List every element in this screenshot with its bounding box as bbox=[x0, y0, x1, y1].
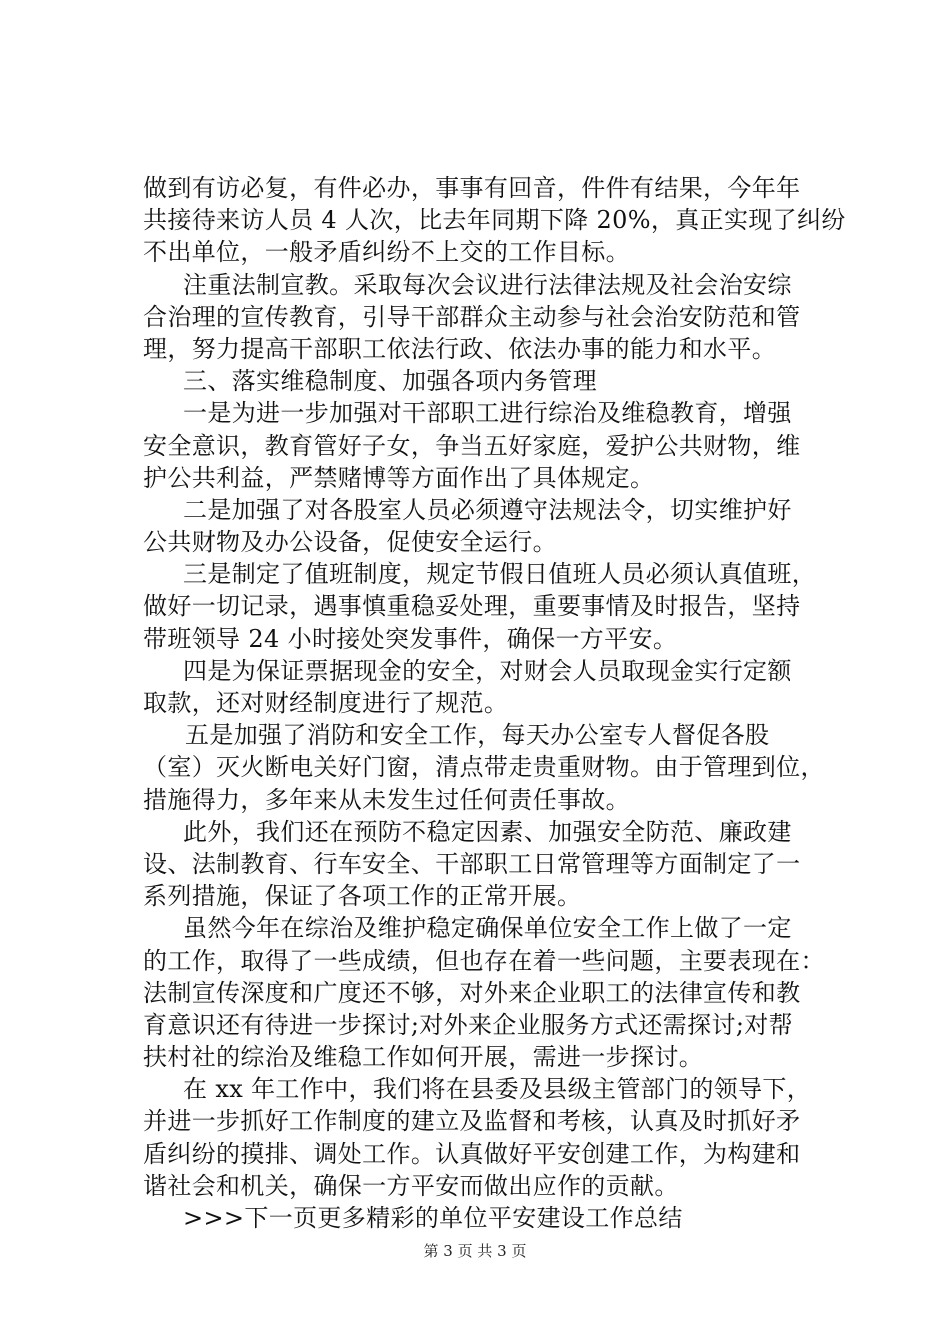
paragraph-start-line: 一是为进一步加强对干部职工进行综治及维稳教育，增强 bbox=[183, 399, 792, 428]
text-line: 扶村社的综治及维稳工作如何开展，需进一步探讨。 bbox=[143, 1043, 704, 1072]
text-line: 合治理的宣传教育，引导干部群众主动参与社会治安防范和管 bbox=[143, 302, 801, 331]
text-line: 公共财物及办公设备，促使安全运行。 bbox=[143, 528, 557, 557]
document-body bbox=[143, 172, 846, 1234]
text-line: 的工作，取得了一些成绩，但也存在着一些问题，主要表现在： bbox=[143, 946, 825, 975]
text-line: 盾纠纷的摸排、调处工作。认真做好平安创建工作，为构建和 bbox=[143, 1139, 801, 1168]
text-line: 取款，还对财经制度进行了规范。 bbox=[143, 689, 509, 717]
text-line: 做到有访必复，有件必办，事事有回音，件件有结果，今年年 bbox=[143, 174, 801, 202]
page-footer: 第 3 页 共 3 页 bbox=[423, 1242, 527, 1260]
text-line: 共接待来访人员 4 人次，比去年同期下降 20%，真正实现了纠纷 bbox=[143, 206, 846, 235]
paragraph-start-line: 二是加强了对各股室人员必须遵守法规法令，切实维护好 bbox=[183, 495, 792, 524]
paragraph-start-line: 四是为保证票据现金的安全，对财会人员取现金实行定额 bbox=[183, 656, 792, 685]
paragraph-start-line: 虽然今年在综治及维护稳定确保单位安全工作上做了一定 bbox=[183, 914, 792, 943]
paragraph-start-line: 注重法制宣教。采取每次会议进行法律法规及社会治安综 bbox=[183, 270, 792, 299]
paragraph-start-line: 此外，我们还在预防不稳定因素、加强安全防范、廉政建 bbox=[183, 817, 792, 846]
text-line: 措施得力，多年来从未发生过任何责任事故。 bbox=[143, 785, 630, 814]
text-line: 设、法制教育、行车安全、干部职工日常管理等方面制定了一 bbox=[143, 849, 801, 878]
paragraph-start-line: 在 xx 年工作中，我们将在县委及县级主管部门的领导下， bbox=[183, 1075, 812, 1104]
text-line: 带班领导 24 小时接处突发事件，确保一方平安。 bbox=[143, 624, 678, 653]
text-line: 安全意识，教育管好子女，争当五好家庭，爱护公共财物，维 bbox=[143, 431, 801, 460]
paragraph-start-line: 五是加强了消防和安全工作，每天办公室专人督促各股 bbox=[185, 721, 770, 750]
text-line: 护公共利益，严禁赌博等方面作出了具体规定。 bbox=[143, 463, 655, 492]
section-heading: 三、落实维稳制度、加强各项内务管理 bbox=[183, 367, 597, 396]
text-line: 并进一步抓好工作制度的建立及监督和考核，认真及时抓好矛 bbox=[143, 1107, 801, 1136]
text-line: 理，努力提高干部职工依法行政、依法办事的能力和水平。 bbox=[143, 334, 777, 363]
text-line: 育意识还有待进一步探讨;对外来企业服务方式还需探讨;对帮 bbox=[143, 1010, 793, 1039]
text-line: 系列措施，保证了各项工作的正常开展。 bbox=[143, 882, 582, 911]
text-line: 做好一切记录，遇事慎重稳妥处理，重要事情及时报告，坚持 bbox=[143, 592, 801, 621]
next-page-link[interactable]: >>>下一页更多精彩的单位平安建设工作总结 bbox=[183, 1204, 683, 1232]
text-line: （室）灭火断电关好门窗，清点带走贵重财物。由于管理到位， bbox=[143, 753, 825, 782]
paragraph-start-line: 三是制定了值班制度，规定节假日值班人员必须认真值班， bbox=[183, 560, 817, 589]
text-line: 法制宣传深度和广度还不够，对外来企业职工的法律宣传和教 bbox=[143, 978, 801, 1007]
text-line: 不出单位，一般矛盾纠纷不上交的工作目标。 bbox=[143, 238, 630, 267]
text-line: 谐社会和机关，确保一方平安而做出应作的贡献。 bbox=[143, 1171, 679, 1200]
